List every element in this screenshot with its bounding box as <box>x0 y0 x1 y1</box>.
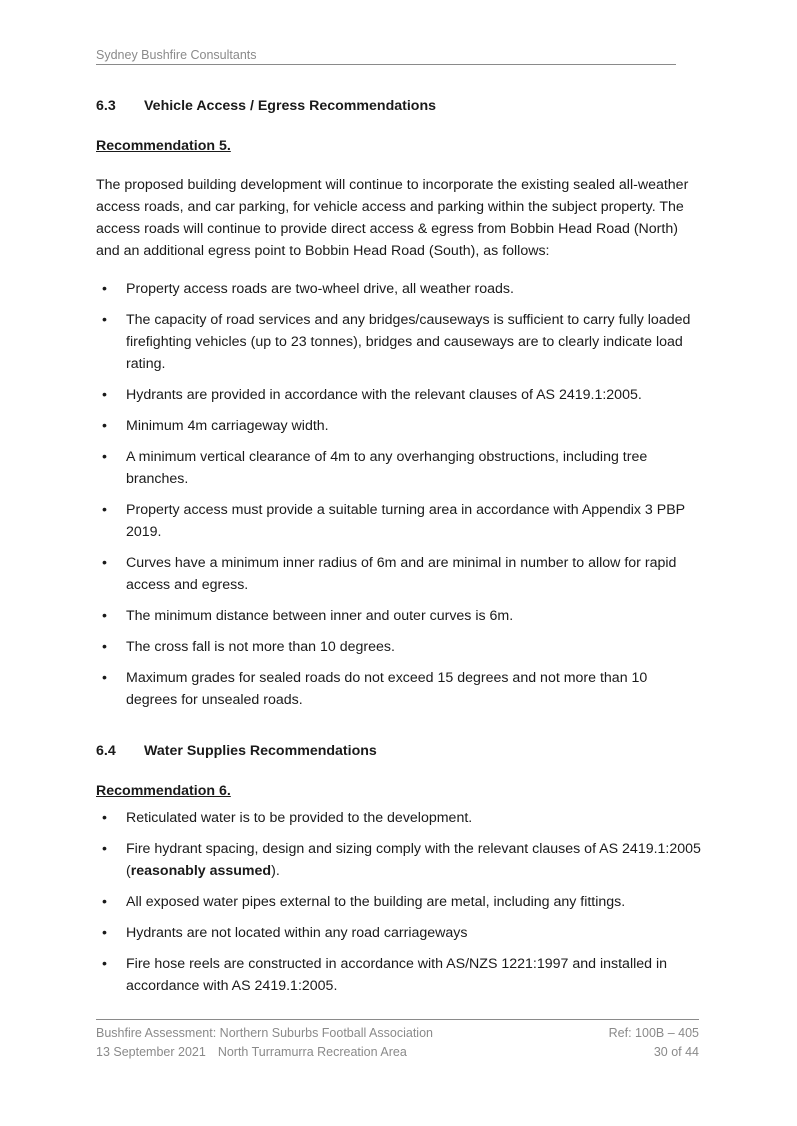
list-item-text: The capacity of road services and any bridges/causeways is sufficient to carry fully loaded firefighting vehicles (up to 23 tonnes), bridges and causeways are to clearly indicate load rating. <box>126 312 691 372</box>
bullet-icon: • <box>102 387 107 403</box>
list-item-text: Hydrants are not located within any road carriageways <box>126 925 468 941</box>
document-body <box>96 96 702 997</box>
list-item-text: All exposed water pipes external to the building are metal, including any fittings. <box>126 894 626 910</box>
footer-location: North Turramurra Recreation Area <box>217 1045 407 1059</box>
list-item-text: Property access roads are two-wheel drive, all weather roads. <box>126 281 514 297</box>
emphasis-text: reasonably assumed <box>130 863 272 879</box>
bullet-icon: • <box>102 956 107 972</box>
list-item <box>96 446 702 490</box>
footer-date: 13 September 2021 <box>96 1045 206 1059</box>
bullet-icon: • <box>102 312 107 328</box>
list-item-text: Minimum 4m carriageway width. <box>126 418 329 434</box>
bullet-icon: • <box>102 555 107 571</box>
bullet-icon: • <box>102 281 107 297</box>
list-item-text: Reticulated water is to be provided to the development. <box>126 810 473 826</box>
list-item <box>96 922 702 944</box>
list-item <box>96 953 702 997</box>
footer-report-title: Bushfire Assessment: Northern Suburbs Football Association <box>96 1026 433 1040</box>
vehicle-access-list <box>96 278 702 711</box>
list-item <box>96 552 702 596</box>
list-item-text: Curves have a minimum inner radius of 6m and are minimal in number to allow for rapid access and egress. <box>126 555 677 593</box>
bullet-icon: • <box>102 639 107 655</box>
header-title: Sydney Bushfire Consultants <box>96 48 257 62</box>
section-6-3-heading <box>96 96 702 116</box>
section-6-4-heading <box>96 741 702 761</box>
list-item-text: Property access must provide a suitable turning area in accordance with Appendix 3 PBP 2019. <box>126 502 685 540</box>
list-item-text: Fire hydrant spacing, design and sizing comply with the relevant clauses of AS 2419.1:2005 ( <box>126 841 701 879</box>
list-item <box>96 605 702 627</box>
list-item <box>96 278 702 300</box>
list-item <box>96 838 702 882</box>
footer-divider <box>96 1019 699 1020</box>
list-item-text: A minimum vertical clearance of 4m to any overhanging obstructions, including tree branches. <box>126 449 648 487</box>
list-item-text: The cross fall is not more than 10 degrees. <box>126 639 395 655</box>
footer-page-number: 30 of 44 <box>653 1045 699 1059</box>
list-item <box>96 415 702 437</box>
bullet-icon: • <box>102 810 107 826</box>
footer-reference: Ref: 100B – 405 <box>608 1026 699 1040</box>
bullet-icon: • <box>102 670 107 686</box>
bullet-icon: • <box>102 502 107 518</box>
list-item <box>96 499 702 543</box>
list-item-text: The minimum distance between inner and outer curves is 6m. <box>126 608 514 624</box>
access-paragraph: The proposed building development will continue to incorporate the existing sealed all-weather access roads, and car parking, for vehicle access and parking within the subject property. The access roads will continue to provide direct access & egress from Bobbin Head Road (North) and an additional egress point to Bobbin Head Road (South), as follows: <box>96 177 689 259</box>
header-divider <box>96 64 676 65</box>
recommendation-5-title: Recommendation 5. <box>96 138 231 154</box>
list-item-text: ). <box>271 863 280 879</box>
list-item <box>96 667 702 711</box>
bullet-icon: • <box>102 894 107 910</box>
list-item <box>96 636 702 658</box>
section-number: 6.3 <box>96 98 116 114</box>
bullet-icon: • <box>102 925 107 941</box>
recommendation-6-title: Recommendation 6. <box>96 783 231 799</box>
section-number: 6.4 <box>96 743 116 759</box>
bullet-icon: • <box>102 418 107 434</box>
page-footer <box>96 1024 699 1062</box>
list-item-text: Fire hose reels are constructed in accordance with AS/NZS 1221:1997 and installed in accordance with AS 2419.1:2005. <box>126 956 668 994</box>
section-title: Vehicle Access / Egress Recommendations <box>144 98 437 114</box>
list-item <box>96 807 702 829</box>
list-item <box>96 309 702 375</box>
bullet-icon: • <box>102 841 107 857</box>
bullet-icon: • <box>102 449 107 465</box>
bullet-icon: • <box>102 608 107 624</box>
list-item-text: Maximum grades for sealed roads do not exceed 15 degrees and not more than 10 degrees for unsealed roads. <box>126 670 648 708</box>
list-item <box>96 384 702 406</box>
list-item-text: Hydrants are provided in accordance with the relevant clauses of AS 2419.1:2005. <box>126 387 642 403</box>
water-supplies-list <box>96 807 702 997</box>
list-item <box>96 891 702 913</box>
section-title: Water Supplies Recommendations <box>144 743 377 759</box>
